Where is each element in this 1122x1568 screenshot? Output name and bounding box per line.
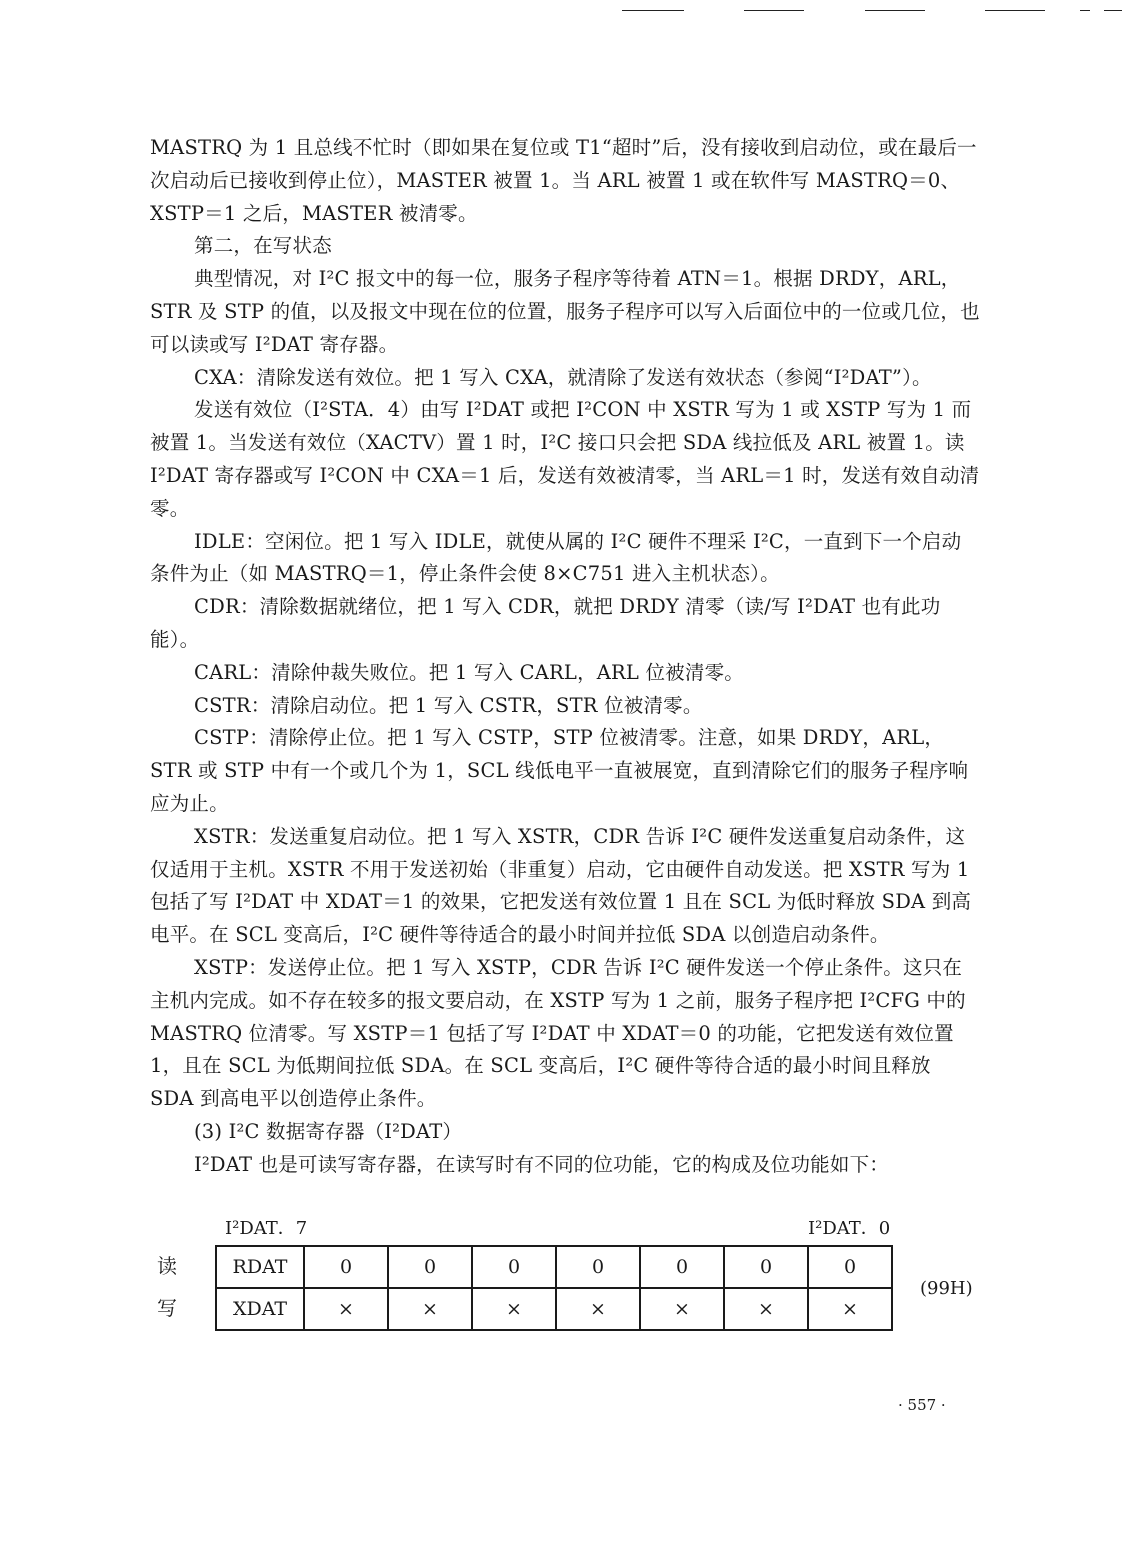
register-address: (99H) bbox=[920, 1278, 973, 1299]
paragraph: I²DAT 也是可读写寄存器，在读写时有不同的位功能，它的构成及位功能如下： bbox=[194, 1152, 889, 1176]
top-scan-marks bbox=[0, 0, 1122, 20]
register-bit-cell: 0 bbox=[556, 1246, 640, 1288]
paragraph: CSTP：清除停止位。把 1 写入 CSTP，STP 位被清零。注意，如果 DRDY，ARL，STR 或 STP 中有一个或几个为 1，SCL 线低电平一直被展宽，直到清除它们的服务子程序响应为止。 bbox=[150, 726, 969, 815]
paragraph: MASTRQ 为 1 且总线不忙时（即如果在复位或 T1“超时”后，没有接收到启动位，或在最后一次启动后已接收到停止位），MASTER 被置 1。当 ARL 被置 1 或在软件写 MASTRQ＝0、XSTP＝1 之后，MASTER 被清零。 bbox=[150, 136, 977, 225]
register-label-lsb: I²DAT．0 bbox=[808, 1218, 891, 1239]
paragraph: CSTR：清除启动位。把 1 写入 CSTR，STR 位被清零。 bbox=[194, 693, 703, 717]
paragraph: (3) I²C 数据寄存器（I²DAT） bbox=[194, 1119, 463, 1143]
body-text bbox=[150, 132, 980, 1182]
paragraph: 第二，在写状态 bbox=[194, 234, 332, 258]
register-bit-cell: × bbox=[724, 1288, 808, 1330]
paragraph: 典型情况，对 I²C 报文中的每一位，服务子程序等待着 ATN＝1。根据 DRDY，ARL，STR 及 STP 的值，以及报文中现在位的位置，服务子程序可以写入后面位中的一位或几位，也可以读或写 I²DAT 寄存器。 bbox=[150, 267, 980, 356]
register-row-read bbox=[216, 1246, 892, 1288]
register-bit-cell: 0 bbox=[304, 1246, 388, 1288]
paragraph: IDLE：空闲位。把 1 写入 IDLE，就使从属的 I²C 硬件不理采 I²C，一直到下一个启动条件为止（如 MASTRQ＝1，停止条件会使 8×C751 进入主机状态）。 bbox=[150, 529, 962, 586]
register-cell-name: XDAT bbox=[216, 1288, 304, 1330]
register-bit-cell: 0 bbox=[724, 1246, 808, 1288]
paragraph: 发送有效位（I²STA．4）由写 I²DAT 或把 I²CON 中 XSTR 写为 1 或 XSTP 写为 1 而被置 1。当发送有效位（XACTV）置 1 时，I²C 接口只会把 SDA 线拉低及 ARL 被置 1。读 I²DAT 寄存器或写 I²CON 中 CXA＝1 后，发送有效被清零，当 ARL＝1 时，发送有效自动清零。 bbox=[150, 398, 980, 520]
register-bit-cell: × bbox=[556, 1288, 640, 1330]
paragraph: XSTR：发送重复启动位。把 1 写入 XSTR，CDR 告诉 I²C 硬件发送重复启动条件，这仅适用于主机。XSTR 不用于发送初始（非重复）启动，它由硬件自动发送。把 XSTR 写为 1 包括了写 I²DAT 中 XDAT＝1 的效果，它把发送有效位置 1 且在 SCL 为低时释放 SDA 到高电平。在 SCL 变高后，I²C 硬件等待适合的最小时间并拉低 SDA 以创造启动条件。 bbox=[150, 824, 972, 947]
register-cell-name: RDAT bbox=[216, 1246, 304, 1288]
register-bit-cell: 0 bbox=[640, 1246, 724, 1288]
paragraph: CXA：清除发送有效位。把 1 写入 CXA，就清除了发送有效状态（参阅“I²DAT”）。 bbox=[194, 365, 932, 389]
register-label-msb: I²DAT．7 bbox=[225, 1218, 308, 1239]
register-bit-cell: × bbox=[472, 1288, 556, 1330]
i2dat-register-table bbox=[215, 1245, 893, 1331]
register-bit-cell: 0 bbox=[808, 1246, 892, 1288]
paragraph: CARL：清除仲裁失败位。把 1 写入 CARL，ARL 位被清零。 bbox=[194, 660, 744, 684]
page-number: · 557 · bbox=[898, 1396, 946, 1414]
register-bit-cell: 0 bbox=[388, 1246, 472, 1288]
write-row-label: 写 bbox=[157, 1296, 177, 1320]
read-row-label: 读 bbox=[157, 1254, 177, 1278]
register-bit-cell: × bbox=[388, 1288, 472, 1330]
register-bit-cell: × bbox=[808, 1288, 892, 1330]
register-row-write bbox=[216, 1288, 892, 1330]
paragraph: XSTP：发送停止位。把 1 写入 XSTP，CDR 告诉 I²C 硬件发送一个停止条件。这只在主机内完成。如不存在较多的报文要启动，在 XSTP 写为 1 之前，服务子程序把 I²CFG 中的 MASTRQ 位清零。写 XSTP＝1 包括了写 I²DAT 中 XDAT＝0 的功能，它把发送有效位置 1，且在 SCL 为低期间拉低 SDA。在 SCL 变高后，I²C 硬件等待合适的最小时间且释放 SDA 到高电平以创造停止条件。 bbox=[150, 955, 966, 1111]
register-bit-cell: × bbox=[640, 1288, 724, 1330]
register-bit-cell: × bbox=[304, 1288, 388, 1330]
register-bit-cell: 0 bbox=[472, 1246, 556, 1288]
paragraph: CDR：清除数据就绪位，把 1 写入 CDR，就把 DRDY 清零（读/写 I²DAT 也有此功能）。 bbox=[150, 595, 941, 651]
